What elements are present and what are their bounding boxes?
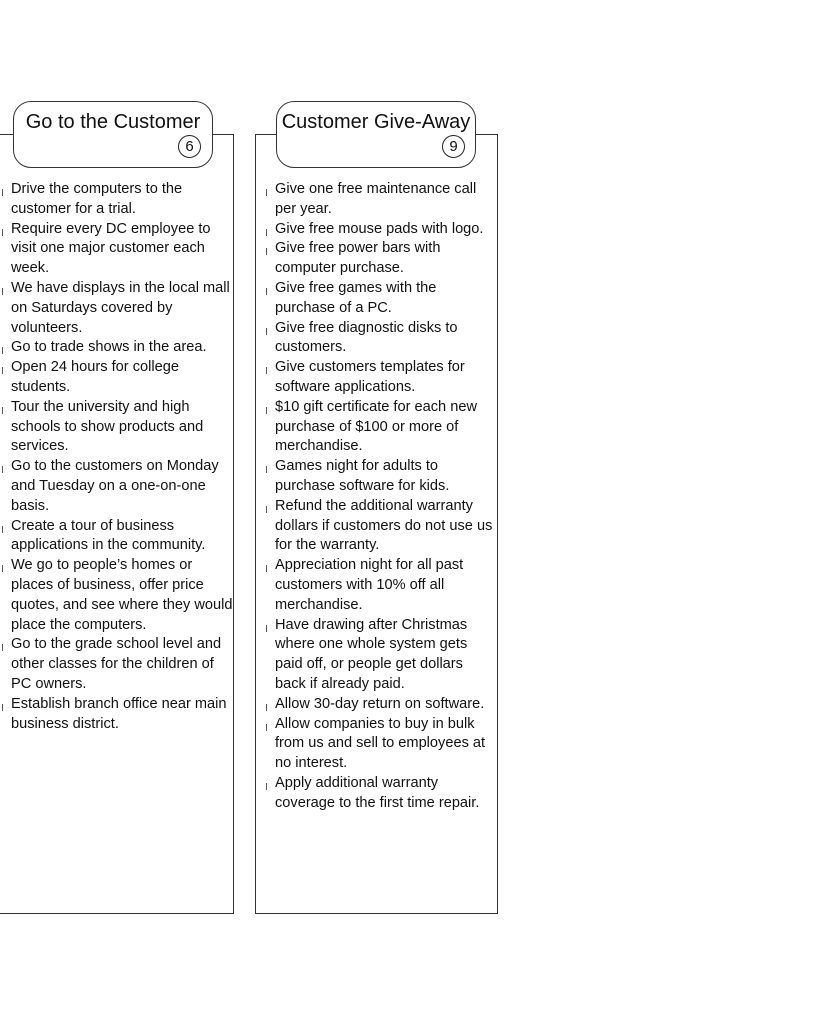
list-item: Refund the additional warranty dollars if customers do not use us for the warranty.: [275, 497, 497, 556]
list-item: Give free power bars with computer purchase.: [275, 239, 497, 279]
list-item: Give free diagnostic disks to customers.: [275, 319, 497, 359]
header-go-to-customer: [13, 101, 213, 168]
idea-list-right: [275, 180, 497, 814]
header-title: Customer Give-Away: [281, 111, 471, 133]
list-item: Allow 30-day return on software.: [275, 695, 497, 715]
list-item: Establish branch office near main business district.: [11, 695, 233, 735]
list-item: Give free games with the purchase of a PC.: [275, 279, 497, 319]
idea-list-left: [11, 180, 233, 734]
list-item: $10 gift certificate for each new purchase of $100 or more of merchandise.: [275, 398, 497, 457]
list-item: Give free mouse pads with logo.: [275, 220, 497, 240]
number-badge: 6: [178, 135, 201, 158]
header-title: Go to the Customer: [25, 111, 201, 133]
list-item: Drive the computers to the customer for a trial.: [11, 180, 233, 220]
list-item: Go to the grade school level and other classes for the children of PC owners.: [11, 635, 233, 694]
list-item: Appreciation night for all past customers with 10% off all merchandise.: [275, 556, 497, 615]
list-item: Go to trade shows in the area.: [11, 338, 233, 358]
list-item: Give customers templates for software applications.: [275, 358, 497, 398]
list-item: Give one free maintenance call per year.: [275, 180, 497, 220]
list-item: Require every DC employee to visit one major customer each week.: [11, 220, 233, 279]
list-item: Tour the university and high schools to show products and services.: [11, 398, 233, 457]
list-item: Create a tour of business applications in the community.: [11, 517, 233, 557]
header-customer-give-away: [276, 101, 476, 168]
list-item: Go to the customers on Monday and Tuesday on a one-on-one basis.: [11, 457, 233, 516]
list-item: Have drawing after Christmas where one whole system gets paid off, or people get dollars back if already paid.: [275, 616, 497, 695]
list-item: Allow companies to buy in bulk from us and sell to employees at no interest.: [275, 715, 497, 774]
list-item: We have displays in the local mall on Saturdays covered by volunteers.: [11, 279, 233, 338]
list-item: Games night for adults to purchase software for kids.: [275, 457, 497, 497]
number-badge: 9: [442, 135, 465, 158]
list-item: We go to people’s homes or places of business, offer price quotes, and see where they would place the computers.: [11, 556, 233, 635]
list-item: Apply additional warranty coverage to the first time repair.: [275, 774, 497, 814]
list-item: Open 24 hours for college students.: [11, 358, 233, 398]
